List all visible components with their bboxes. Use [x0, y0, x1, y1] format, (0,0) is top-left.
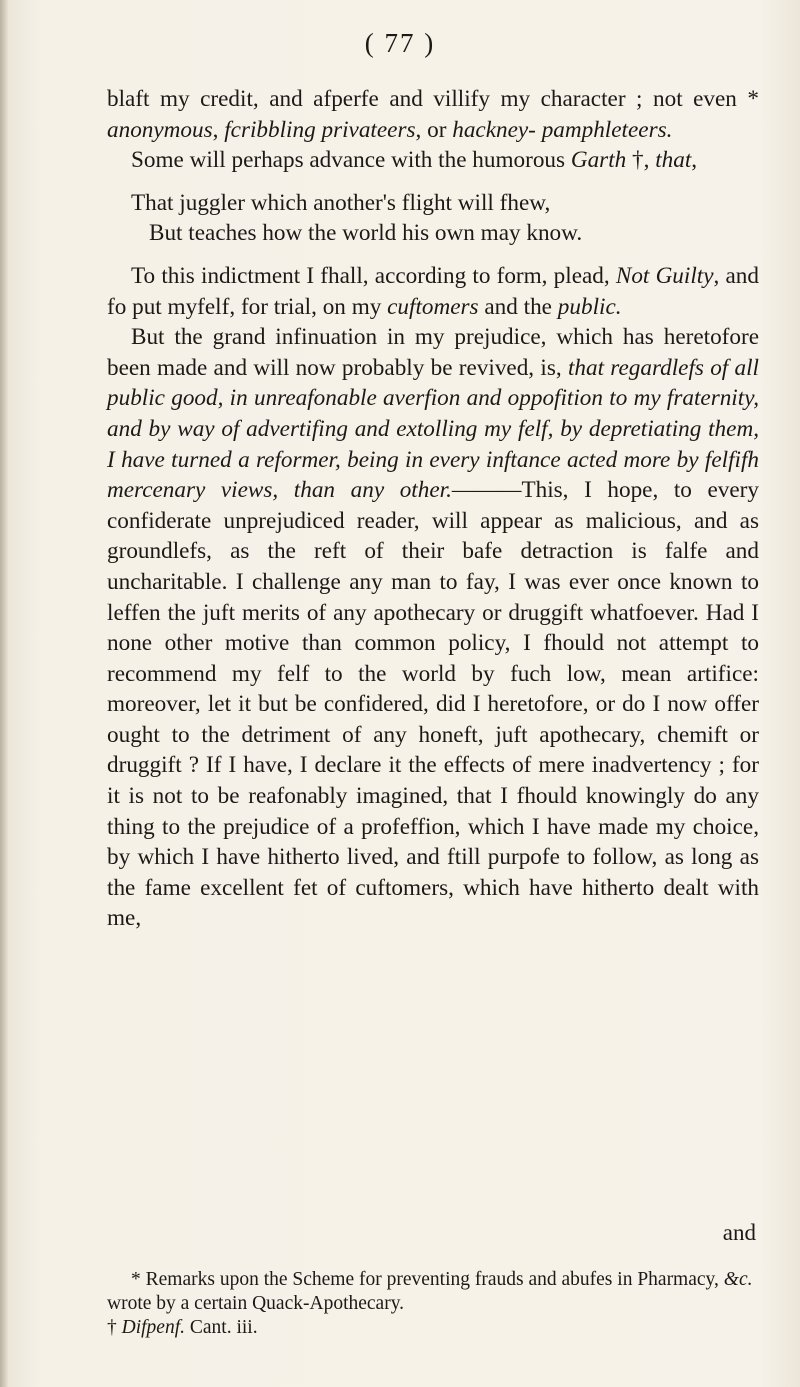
- footnote: [107, 1317, 258, 1338]
- text-run: But the grand infinuation in my prejudice, which has heretofore been made and will now probably be revived, is,: [107, 324, 759, 381]
- italic-text: Not Guilty: [615, 262, 714, 289]
- text-run: wrote by a certain Quack-Apothecary.: [107, 1293, 405, 1314]
- footnote: [107, 1268, 759, 1316]
- text-line: [107, 86, 653, 112]
- text-run: ,: [691, 147, 698, 174]
- text-run: , and fo put myfelf, for trial, on my: [107, 262, 759, 320]
- page-number: ( 77 ): [364, 28, 436, 58]
- italic-text: hackney-: [452, 116, 536, 143]
- garth-paragraph: [107, 145, 759, 176]
- verse-line: But teaches how the world his own may know.: [149, 220, 583, 247]
- text-run: ,: [212, 116, 225, 143]
- text-run: and the: [478, 293, 558, 320]
- text-run: not even *: [653, 86, 759, 112]
- opening-paragraph: [107, 84, 759, 145]
- page-gutter: [0, 0, 8, 1387]
- text-run: †,: [626, 147, 656, 174]
- text-run: Some will perhaps advance with the humorous: [131, 147, 571, 174]
- italic-text: anonymous: [107, 116, 213, 143]
- text-run: †: [107, 1317, 122, 1338]
- verse-line: That juggler which another's flight will fhew,: [131, 189, 551, 216]
- body-text: [107, 84, 759, 934]
- italic-text: &c.: [723, 1269, 753, 1290]
- text-run: , or: [415, 116, 453, 143]
- italic-text: that: [655, 147, 692, 174]
- text-run: * Remarks upon the Scheme for preventing frauds and abufes in Pharmacy,: [131, 1269, 724, 1290]
- indictment-paragraph: [107, 261, 759, 322]
- text-run: ———This, I hope, to every confiderate unprejudiced reader, will appear as malicious, and as groundlefs, as the reft of their bafe detraction is falfe and uncharitable. I challenge any man to fay, I was ever once known to leffen the juft merits of any apothecary or druggift whatfoever. Had I none other motive than common policy, I fhould not attempt to recommend my felf to the world by fuch low, mean artifice: moreover, let it but be confidered, did I heretofore, or do I now offer ought to the detriment of any honeft, juft apothecary, chemift or druggift ? If I have, I declare it the effects of mere inadvertency ; for it is not to be reafonably imagined, that I fhould knowingly do any thing to the prejudice of a profeffion, which I have made my choice, by which I have hitherto lived, and ftill purpofe to follow, as long as the fame excellent fet of cuftomers, which have hitherto dealt with me,: [107, 477, 759, 932]
- italic-text: Difpenf.: [121, 1317, 185, 1338]
- text-run: To this indictment I fhall, according to form, plead,: [131, 262, 616, 289]
- verse-quotation: [107, 188, 759, 249]
- text-line: [542, 117, 673, 143]
- italic-text: pamphleteers.: [541, 116, 673, 143]
- text-run: Cant. iii.: [185, 1317, 258, 1338]
- italic-text: Garth: [570, 147, 627, 174]
- italic-text: that regardlefs of all public good, in unreafonable averfion and oppofition to my fraternity, and by way of advertifing and extolling my felf, by depretiating them, I have turned a reformer, being in every inftance acted more by felfifh mercenary views, than any other.: [107, 354, 759, 504]
- italic-text: cuftomers: [387, 293, 479, 320]
- italic-text: public.: [557, 293, 622, 320]
- main-paragraph: [107, 322, 759, 934]
- catchword: and: [722, 1220, 756, 1245]
- footnotes: [107, 1268, 759, 1340]
- text-run: blaft my credit, and afperfe and villify my character ;: [107, 86, 653, 112]
- italic-text: fcribbling privateers: [224, 116, 416, 143]
